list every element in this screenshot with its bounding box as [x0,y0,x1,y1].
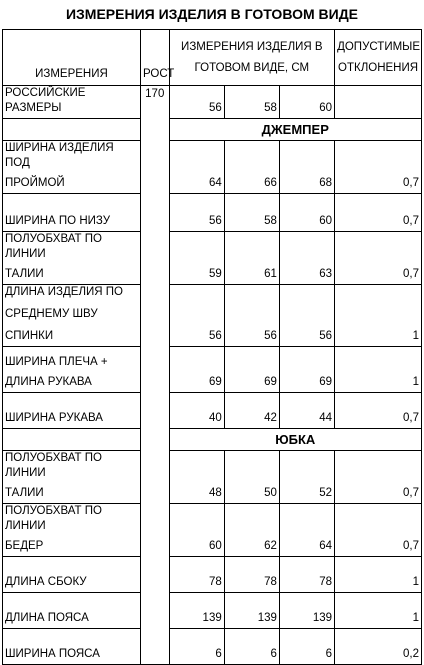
measurement-row [3,629,422,665]
header-rost: РОСТ [140,30,169,86]
measurement-row [3,451,422,504]
measurement-value: 58 [224,194,279,232]
header-tolerance [335,30,422,86]
measurement-tolerance: 0,7 [335,232,422,285]
measurement-name-line: ШИРИНА ПЛЕЧА + [5,356,108,368]
page-title: ИЗМЕРЕНИЯ ИЗДЕЛИЯ В ГОТОВОМ ВИДЕ [65,6,359,22]
measurement-value: 44 [279,393,334,429]
measurement-value: 6 [224,629,279,665]
measurement-name-line: ДЛИНА РУКАВА [5,376,92,388]
measurement-value: 6 [169,629,224,665]
measurement-value: 64 [169,141,224,194]
measurement-name-line: ПОЛУОБХВАТ ПО ЛИНИИ [5,233,102,260]
section-blank-cell [3,119,141,141]
measurement-name-line: ДЛИНА СБОКУ [5,576,87,588]
measurement-value: 64 [279,504,334,557]
measurement-value: 69 [169,347,224,393]
measurement-value: 60 [169,504,224,557]
measurement-value: 78 [224,557,279,593]
sizes-row [3,86,422,119]
measurement-value: 56 [169,194,224,232]
measurement-row [3,285,422,347]
measurement-value: 56 [279,285,334,347]
measurement-value: 139 [169,593,224,629]
measurement-name-line: ШИРИНА ПОЯСА [5,648,100,660]
header-row [3,30,422,86]
measurement-name [3,347,141,393]
measurement-value: 56 [169,285,224,347]
measurement-tolerance: 0,7 [335,504,422,557]
measurement-value: 60 [279,194,334,232]
measurement-value: 78 [169,557,224,593]
measurement-name-line: ПОЛУОБХВАТ ПО ЛИНИИ [5,452,102,479]
measurement-value: 139 [224,593,279,629]
measurement-name-line: СРЕДНЕМУ ШВУ [5,308,98,320]
measurement-tolerance: 0,2 [335,629,422,665]
measurements-table [2,29,422,665]
header-tolerance-line1: ДОПУСТИМЫЕ [337,40,421,53]
measurement-name [3,629,141,665]
header-tolerance-line2: ОТКЛОНЕНИЯ [338,61,419,74]
measurement-row [3,593,422,629]
measurement-tolerance: 0,7 [335,451,422,504]
measurement-name-line: ТАЛИИ [5,268,44,280]
measurement-row [3,194,422,232]
measurement-value: 59 [169,232,224,285]
measurement-tolerance: 0,7 [335,141,422,194]
measurement-value: 66 [224,141,279,194]
measurement-row [3,504,422,557]
measurement-row [3,347,422,393]
header-measurements: ИЗМЕРЕНИЯ [3,30,141,86]
section-header-row [3,429,422,451]
measurement-name-line: ДЛИНА ПОЯСА [5,612,89,624]
header-finished-dimensions [169,30,335,86]
section-title: ЮБКА [169,429,421,451]
measurement-name [3,393,141,429]
measurement-value: 50 [224,451,279,504]
measurement-name [3,504,141,557]
measurement-row [3,141,422,194]
section-header-row [3,119,422,141]
measurement-name [3,141,141,194]
measurement-tolerance: 1 [335,593,422,629]
measurement-value: 139 [279,593,334,629]
measurement-name-line: ДЛИНА ИЗДЕЛИЯ ПО [5,286,123,298]
measurement-name-line: ШИРИНА ПО НИЗУ [5,215,111,227]
measurement-value: 52 [279,451,334,504]
measurement-name-line: ПРОЙМОЙ [5,177,65,189]
section-title: ДЖЕМПЕР [169,119,421,141]
measurement-name [3,451,141,504]
sizes-row-label: РОССИЙСКИЕ РАЗМЕРЫ [3,86,141,119]
measurement-value: 69 [224,347,279,393]
measurement-value: 6 [279,629,334,665]
measurement-name [3,593,141,629]
measurement-tolerance: 0,7 [335,393,422,429]
measurement-name [3,557,141,593]
measurement-name [3,285,141,347]
measurement-value: 78 [279,557,334,593]
measurement-value: 69 [279,347,334,393]
measurement-name-line: ТАЛИИ [5,487,44,499]
measurement-row [3,393,422,429]
measurement-value: 68 [279,141,334,194]
measurement-row [3,232,422,285]
header-finished-line2: ГОТОВОМ ВИДЕ, СМ [194,61,310,74]
measurement-tolerance: 0,7 [335,194,422,232]
size-value: 56 [169,86,224,119]
measurement-value: 40 [169,393,224,429]
measurement-row [3,557,422,593]
sizes-row-tolerance-empty [335,86,422,119]
measurement-value: 63 [279,232,334,285]
size-value: 58 [224,86,279,119]
measurement-value: 62 [224,504,279,557]
measurement-tolerance: 1 [335,347,422,393]
measurement-name-line: ПОЛУОБХВАТ ПО ЛИНИИ [5,505,102,532]
measurement-value: 56 [224,285,279,347]
measurement-tolerance: 1 [335,557,422,593]
measurement-tolerance: 1 [335,285,422,347]
measurement-name-line: ШИРИНА ИЗДЕЛИЯ ПОД [5,142,114,169]
measurement-name [3,194,141,232]
section-blank-cell [3,429,141,451]
measurement-name-line: ШИРИНА РУКАВА [5,412,103,424]
measurement-name-line: СПИНКИ [5,330,54,342]
header-finished-line1: ИЗМЕРЕНИЯ ИЗДЕЛИЯ В [181,40,323,53]
measurement-value: 48 [169,451,224,504]
measurement-name [3,232,141,285]
rost-value: 170 [140,86,169,665]
measurement-name-line: БЕДЕР [5,540,44,552]
measurement-value: 61 [224,232,279,285]
measurement-value: 42 [224,393,279,429]
size-value: 60 [279,86,334,119]
